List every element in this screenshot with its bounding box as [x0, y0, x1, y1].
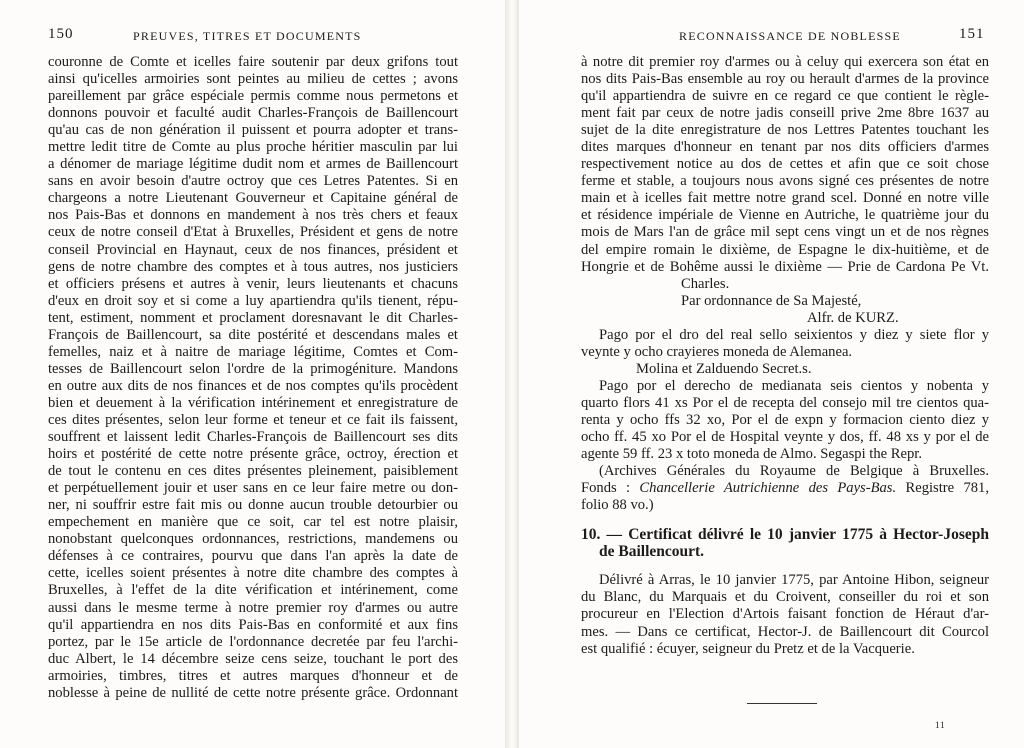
text-line: pareillement par grâce espéciale permis comme nous permetons et — [48, 88, 458, 105]
text-line: défenses à ce contraires, pourvu que dans l'an après la date de — [48, 548, 458, 565]
text-line: tent, estiment, nomment et proclament doresnavant le dit Charles- — [48, 309, 458, 326]
text-line: armoiries, timbres, titres et autres marques d'honneur et de — [48, 667, 458, 684]
text-line: bien et deuement à la vérification intérinement et enregistrature de — [48, 394, 458, 411]
text-line: gens de notre chambre des comptes et à tous autres, nos justiciers — [48, 258, 458, 275]
left-page — [0, 0, 505, 748]
text-line: d'eux en droit soy et si come a luy apartiendra qu'ils tienent, répu- — [48, 292, 458, 309]
text-line: ainsi qu'icelles armoiries sont peintes au milieu de cettes ; avons — [48, 71, 458, 88]
text-line: Bruxelles, à l'effet de la dite vérification et intérinement, come — [48, 582, 458, 599]
text-line: portez, par le 15e article de l'ordonnance decretée par feu l'archi- — [48, 633, 458, 650]
text-line: donnons pouvoir et faculté audit Charles-François de Baillencourt — [48, 105, 458, 122]
text-line: mois de Mars l'an de grâce mil sept cens vingt un et de nos règnes — [581, 224, 989, 241]
right-page — [519, 0, 1024, 748]
left-running-head: PREUVES, TITRES ET DOCUMENTS — [133, 29, 362, 43]
text-line: ment fait par ceux de notre jadis conseill prive 2me 8bre 1637 au — [581, 105, 989, 122]
text-line: quarto flors 41 xs Por el de recepta del consejo mil tre cientos qua- — [581, 394, 989, 411]
right-page-body — [581, 54, 989, 658]
text-line: main et à icelles fait mettre notre grand scel. Donné en notre ville — [581, 190, 989, 207]
text-line: nonobstant quelconques ordonnances, restrictions, mandemens ou — [48, 531, 458, 548]
book-gutter — [505, 0, 519, 748]
text-line: et officiers présens et autres à venir, leurs lieutenants et chacuns — [48, 275, 458, 292]
text-line: Délivré à Arras, le 10 janvier 1775, par Antoine Hibon, seigneur — [599, 572, 989, 589]
text-line: et perpétuellement jouir et user sans en ce leur faire metre ou don- — [48, 480, 458, 497]
text-line: François de Baillencourt, sa dite postérité et descendans males et — [48, 326, 458, 343]
text-line: hoirs et postérité de cette notre présente grâce, octroy, érection et — [48, 446, 458, 463]
text-line: en outre aux dits de nos finances et de nos comptes qu'ils procèdent — [48, 377, 458, 394]
section-heading-line-1: 10. — Certificat délivré le 10 janvier 1775 à Hector-Joseph — [581, 526, 989, 544]
text-line: ferme et stable, a toujours nous avons signé ces présentes de notre — [581, 173, 989, 190]
archives-line-3: folio 88 vo.) — [581, 497, 654, 514]
certificate-paragraph — [581, 572, 989, 657]
text-line: del empire romain le dixième, de Espagne le dix-huitième, et de — [581, 241, 989, 258]
text-line: cette, icelles soient présentes à notre dite chambre des comptes à — [48, 565, 458, 582]
signer-name: Alfr. de KURZ. — [807, 309, 899, 326]
text-line: Pago por el dro del real sello seixientos y diez y siete flor y — [599, 326, 989, 343]
text-line: souffrent et laissent ledit Charles-François de Baillencourt ses dits — [48, 429, 458, 446]
text-line: conseil Provincial en Haynaut, ceux de nos finances, président et — [48, 241, 458, 258]
text-line: ner, ni souffrir estre fait mis ou donne aucun trouble detourbier ou — [48, 497, 458, 514]
text-line: ces dites présentes, selon leur forme et teneur et ce fait ils faissent, — [48, 411, 458, 428]
right-running-head: RECONNAISSANCE DE NOBLESSE — [679, 29, 901, 43]
text-line: a dénomer de mariage légitime dudit nom et armes de Baillencourt — [48, 156, 458, 173]
text-line: et résidence impériale de Vienne en Autriche, le quatrième jour du — [581, 207, 989, 224]
text-line: sujet de la dite enregistrature de nos Lettres Patentes touchant les — [581, 122, 989, 139]
text-line: ceux de notre conseil d'Etat à Bruxelles, Président et gens de notre — [48, 224, 458, 241]
secretaries-line: Molina et Zalduendo Secret.s. — [636, 360, 812, 377]
text-line: chargeons a notre Lieutenant Gouverneur et Capitaine général de — [48, 190, 458, 207]
text-line: ocho ff. 45 xo Por el de Hospital veynte y dos, ff. 48 xs y por el de — [581, 429, 989, 446]
text-line: duc Albert, le 14 décembre seize cens seize, touchant le port des — [48, 650, 458, 667]
left-page-body — [48, 54, 458, 702]
text-line: qu'il appartiendra en nos dits Pais-Bas en conformité et aux fins — [48, 616, 458, 633]
text-line: noblesse à peine de nullité de cette notre présente grâce. Ordonnant — [48, 684, 458, 701]
text-line: aussi dans le mesme terme à notre premier roy d'armes ou autre — [48, 599, 458, 616]
signature-mark: 11 — [935, 720, 946, 730]
text-line: nos dits Pais-Bas ensemble au roy ou herault d'armes de la province — [581, 71, 989, 88]
archives-fonds-title: Chancellerie Autrichienne des Pays-Bas. — [639, 480, 897, 497]
text-line: mes. — Dans ce certificat, Hector-J. de Baillencourt dit Courcol — [581, 623, 989, 640]
text-line: qu'il appartiendra de suivre en ce regard ce que contient le règle- — [581, 88, 989, 105]
text-line: agente 59 ff. 23 x toto moneda de Almo. Segaspi the Repr. — [581, 446, 922, 463]
text-line: de tout le contenu en ces dites présentes pleinement, paisiblement — [48, 463, 458, 480]
text-line: femelles, naiz et à naitre de mariage légitime, Comtes et Com- — [48, 343, 458, 360]
text-line: tesses de Baillencourt selon l'ordre de la primogéniture. Mandons — [48, 360, 458, 377]
text-line: respectivement notice au dos de cettes et afin que ce soit chose — [581, 156, 989, 173]
decree-continuation — [581, 54, 989, 276]
text-line: Pago por el derecho de medianata seis cientos y nobenta y — [599, 377, 989, 394]
text-line: est qualifié : écuyer, seigneur du Pretz et de la Vacquerie. — [581, 640, 915, 657]
payment-note-1 — [581, 327, 989, 361]
by-order-line: Par ordonnance de Sa Majesté, — [681, 292, 862, 309]
end-rule — [747, 703, 817, 704]
payment-note-2 — [581, 378, 989, 463]
text-line: qu'au cas de non génération il puissent et pourra adopter et trans- — [48, 122, 458, 139]
text-line: Hongrie et de Bohême aussi le dixième — Prie de Cardona Pe Vt. — [581, 258, 989, 275]
text-line: couronne de Comte et icelles faire soutenir par deux grifons tout — [48, 54, 458, 70]
right-page-number: 151 — [959, 26, 985, 42]
text-line: procureur en l'Election d'Artois faisant fonction de Héraut d'ar- — [581, 606, 989, 623]
text-line: du Blanc, du Marquais et du Croivent, conseiller du roi et son — [581, 589, 989, 606]
text-line: veynte y ocho crayieres moneda de Alemanea. — [581, 343, 853, 360]
text-line: dites marques d'honneur en tenant par nos dits officiers d'armes — [581, 139, 989, 156]
text-line: à notre dit premier roy d'armes ou à celuy qui exercera son état en — [581, 54, 989, 70]
archives-line-1: (Archives Générales du Royaume de Belgique à Bruxelles. — [599, 463, 989, 480]
text-line: empechement en manière que ce soit, car tel est notre plaisir, — [48, 514, 458, 531]
text-line: sans en avoir besoin d'autre octroy que ces Letres Patentes. Si en — [48, 173, 458, 190]
left-page-number: 150 — [48, 26, 74, 42]
text-line: nos Pais-Bas et donnons en mandement à nos très chers et feaux — [48, 207, 458, 224]
text-line: renta y ocho ffs 32 xo, Por el de expn y formacion ciento diez y — [581, 411, 989, 428]
text-line: mettre ledit titre de Comte au plus proche héritier masculin par lui — [48, 139, 458, 156]
section-heading-line-2: de Baillencourt. — [599, 543, 705, 561]
signature-name: Charles. — [681, 275, 730, 292]
archives-line-2: Fonds : Chancellerie Autrichienne des Pays-Bas. Registre 781, — [581, 480, 989, 497]
